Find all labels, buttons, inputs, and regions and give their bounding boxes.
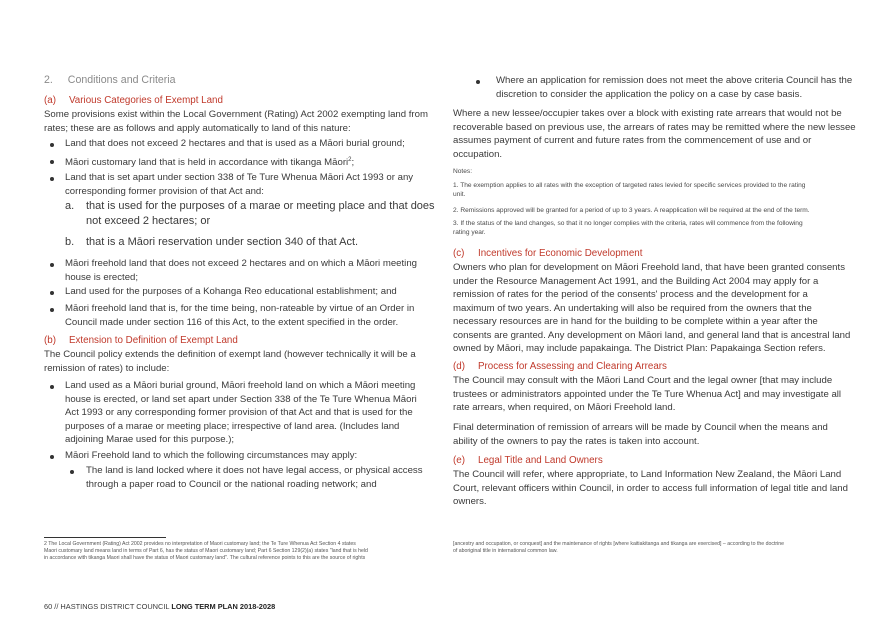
body-line: owners. <box>453 496 487 507</box>
subsection-c-heading <box>453 248 642 259</box>
bullet-icon <box>50 143 54 147</box>
subsection-b-intro <box>44 348 416 375</box>
subsection-d-body-2 <box>453 421 828 448</box>
footnote-line: Maori customary land means land in terms of Part 6, has the status of Maori customary land; Part 6 Section 129(2)(a) states "land that is held <box>44 548 368 554</box>
exempt-item-line: Council made under section 116 of this Act, to the extent specified in the order. <box>65 316 399 328</box>
extension-item-line: Land used as a Māori burial ground, Māori freehold land on which a Māori meeting <box>65 380 416 391</box>
footnote-left <box>44 541 368 562</box>
subsection-a-intro <box>44 108 428 135</box>
intro-line: rates; these are as follows and apply automatically to land of this nature: <box>44 122 351 134</box>
extension-sub-line: through a paper road to Council or the national roading network; and <box>86 478 377 490</box>
subsection-e-letter: (e) <box>453 455 465 466</box>
body-line: Final determination of remission of arrears will be made by Council when the means and <box>453 422 828 433</box>
intro-line: remission of rates) to include: <box>44 362 170 374</box>
note-line: 1. The exemption applies to all rates with the exception of targeted rates levied for specific services provided to the rating <box>453 182 806 189</box>
extension-item-line: Act 1993 or any corresponding former provision of that Act and that is used for the <box>65 407 413 418</box>
body-line: trustees or administrators appointed under the Te Ture Whenua Act] and may investigate all <box>453 388 842 400</box>
footnote-line: [ancestry and occupation, or conquest] and the maintenance of rights [where kaitiakitanga and tikanga are exercised] – according to the doctrine <box>453 541 785 547</box>
body-line: Owners who plan for development on Māori Freehold land, that have been granted consents <box>453 262 845 273</box>
exempt-item-end: ; <box>351 157 355 169</box>
body-line: under the Resource Management Act 1991, and the Building Act 2004 may apply for a <box>453 275 819 287</box>
exempt-item <box>65 302 414 329</box>
bullet-icon <box>50 455 54 459</box>
paragraph-line: occupation. <box>453 148 503 160</box>
section-number: 2. <box>44 74 53 86</box>
exempt-item: Land used for the purposes of a Kohanga Reo educational establishment; and <box>65 286 397 297</box>
body-line: owned by Māori, may include papakainga. The District Plan: Papakainga Section refers. <box>453 343 826 354</box>
subsection-d-body <box>453 374 841 415</box>
footer-prefix: 60 // HASTINGS DISTRICT COUNCIL <box>44 602 172 611</box>
bullet-icon <box>476 80 480 84</box>
exempt-item-line: house is erected; <box>65 271 139 283</box>
sub-item-b: that is a Māori reservation under section 340 of that Act. <box>86 236 359 248</box>
criteria-line: Where an application for remission does not meet the above criteria Council has the <box>496 75 853 86</box>
subsection-e-title: Legal Title and Land Owners <box>478 455 603 466</box>
subsection-d-heading <box>453 361 667 372</box>
bullet-icon <box>50 263 54 267</box>
subsection-b-title: Extension to Definition of Exempt Land <box>69 335 238 346</box>
body-line: ability of the owners to pay the rates is taken into account. <box>453 435 700 447</box>
bullet-icon <box>70 470 74 474</box>
paragraph-line: recoverable based on previous use, the arrears of rates may be remitted where the new lessee <box>453 121 856 133</box>
subsection-a-letter: (a) <box>44 95 56 106</box>
page-footer <box>44 602 275 611</box>
body-line: necessary resources are in hand for the building to be complete within a year after the <box>453 316 818 327</box>
exempt-item <box>65 171 413 198</box>
section-title: Conditions and Criteria <box>67 74 176 86</box>
footnote-marker: 2 <box>348 157 352 163</box>
criteria-line: discretion to consider the application the policy on a case by case basis. <box>496 88 803 100</box>
body-line: consents are granted. Any development on Māori land, and general land that is ancestral land <box>453 329 851 341</box>
subsection-e-body <box>453 468 848 509</box>
exempt-item <box>65 154 354 170</box>
body-line: rate arrears, when required, on Māori Freehold land. <box>453 402 676 413</box>
subsection-a-heading <box>44 95 223 106</box>
subsection-d-title: Process for Assessing and Clearing Arrears <box>478 361 667 372</box>
paragraph-line: assumes payment of current and future rates from the commencement of use and or <box>453 135 812 146</box>
footnote-line: in accordance with tikanga Maori shall have the status of Maori customary land". The cultural reference points to this are the source of rights <box>44 555 366 561</box>
footnote-line: of aboriginal title in international common law. <box>453 548 558 554</box>
bullet-icon <box>50 291 54 295</box>
body-line: maximum of two years. An undertaking will also be required from the owners that the <box>453 302 812 314</box>
subsection-a-title: Various Categories of Exempt Land <box>69 95 223 106</box>
extension-sub-item <box>86 464 423 491</box>
bullet-icon <box>50 177 54 181</box>
body-line: Court, relevant officers within Council, in order to access full information of legal title and land <box>453 482 848 494</box>
sub-item-line: not exceed 2 hectares; or <box>86 215 211 227</box>
extension-item-line: purposes of a marae or meeting place; irrespective of land area. (Includes land <box>65 420 400 432</box>
exempt-item-text: Māori customary land that is held in accordance with tikanga Māori <box>65 157 349 169</box>
subsection-c-letter: (c) <box>453 248 465 259</box>
exempt-item <box>65 257 417 284</box>
exempt-item-line: Land that is set apart under section 338 of Te Ture Whenua Māori Act 1993 or any <box>65 172 414 183</box>
subsection-d-letter: (d) <box>453 361 465 372</box>
subsection-b-letter: (b) <box>44 335 56 346</box>
sub-item-line: that is used for the purposes of a marae or meeting place and that does <box>86 200 435 212</box>
extension-item <box>65 379 417 447</box>
subsection-c-title: Incentives for Economic Development <box>478 248 643 259</box>
note-1 <box>453 181 805 199</box>
footer-plan-title: LONG TERM PLAN 2018-2028 <box>171 602 276 611</box>
extension-item-line: house is erected, or land set apart under Section 338 of the Te Ture Whenua Māori <box>65 393 417 405</box>
note-3 <box>453 219 803 237</box>
body-line: remission of rates for the period of the consents' process and the development for a <box>453 289 808 300</box>
lessee-paragraph <box>453 107 856 161</box>
footnote-line: 2 The Local Government (Rating) Act 2002 provides no interpretation of Maori customary land; the Te Ture Whenua Act Section 4 states <box>44 541 356 547</box>
bullet-icon <box>50 385 54 389</box>
body-line: The Council may consult with the Māori Land Court and the legal owner [that may include <box>453 375 833 386</box>
subsection-b-heading <box>44 335 238 346</box>
section-heading <box>44 74 176 86</box>
note-line: 3. If the status of the land changes, so that it no longer complies with the criteria, rates will commence from the following <box>453 220 803 227</box>
note-line: rating year. <box>453 229 486 236</box>
body-line: The Council will refer, where appropriate, to Land Information New Zealand, the Māori Land <box>453 469 842 480</box>
footnote-rule <box>44 537 166 538</box>
extension-item: Māori Freehold land to which the following circumstances may apply: <box>65 450 358 461</box>
exempt-item: Land that does not exceed 2 hectares and that is used as a Māori burial ground; <box>65 138 405 149</box>
exempt-item-line: Māori freehold land that does not exceed 2 hectares and on which a Māori meeting <box>65 258 417 269</box>
sub-item-letter: a. <box>65 200 75 212</box>
notes-label: Notes: <box>453 168 473 175</box>
exempt-item-line: Māori freehold land that is, for the time being, non-rateable by virtue of an Order in <box>65 303 415 314</box>
note-line: unit. <box>453 191 466 198</box>
extension-sub-line: The land is land locked where it does not have legal access, or physical access <box>86 465 423 476</box>
note-2: 2. Remissions approved will be granted for a period of up to 3 years. A reapplication will be required at the end of the term. <box>453 207 810 214</box>
bullet-icon <box>50 308 54 312</box>
paragraph-line: Where a new lessee/occupier takes over a block with existing rate arrears that would not be <box>453 108 842 119</box>
criteria-bullet <box>496 74 852 101</box>
sub-item-letter: b. <box>65 236 75 248</box>
subsection-c-body <box>453 261 850 356</box>
extension-item-line: adjoining Marae used for this purpose.); <box>65 434 235 445</box>
intro-line: The Council policy extends the definition of exempt land (however technically it will be a <box>44 349 416 360</box>
sub-item-a <box>86 199 435 229</box>
subsection-e-heading <box>453 455 603 466</box>
exempt-item-line: corresponding former provision of that Act and: <box>65 185 264 197</box>
bullet-icon <box>50 160 54 164</box>
footnote-right <box>453 541 784 555</box>
intro-line: Some provisions exist within the Local Government (Rating) Act 2002 exempting land from <box>44 109 428 120</box>
